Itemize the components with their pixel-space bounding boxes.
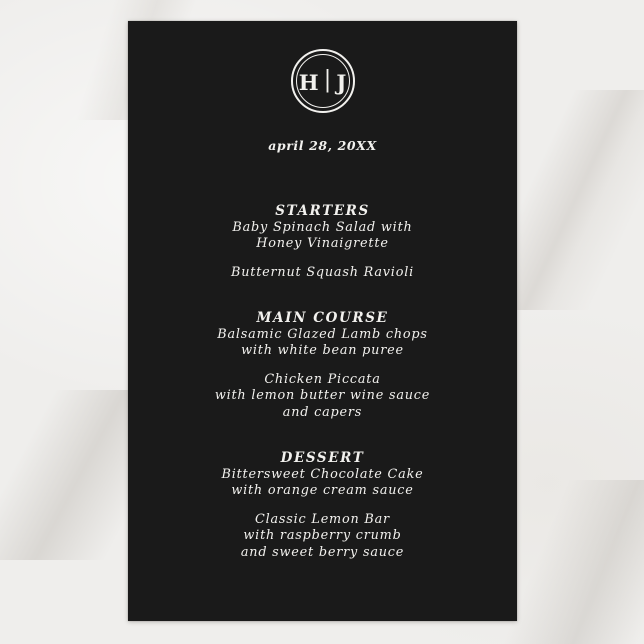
monogram-divider: |	[323, 66, 332, 93]
menu-sections	[128, 203, 517, 561]
monogram-badge	[291, 49, 355, 113]
dish-spinach-salad	[128, 220, 517, 253]
dish-line: with orange cream sauce	[231, 483, 414, 498]
dish-line: Bittersweet Chocolate Cake	[221, 466, 424, 482]
monogram-initial-right: J	[336, 69, 347, 95]
dish-line: Butternut Squash Ravioli	[231, 264, 414, 280]
dish-lemon-bar	[128, 512, 517, 562]
dish-line: with white bean puree	[241, 343, 404, 358]
section-title-dessert: DESSERT	[280, 450, 365, 466]
dish-line: Balsamic Glazed Lamb chops	[217, 326, 428, 342]
dish-line: Classic Lemon Bar	[255, 511, 390, 527]
dish-line: and capers	[282, 404, 363, 420]
section-title-starters: STARTERS	[275, 203, 370, 219]
menu-section-dessert	[128, 450, 517, 561]
menu-section-starters	[128, 203, 517, 281]
dish-chicken-piccata	[128, 372, 517, 422]
event-date: april 28, 20XX	[268, 138, 377, 153]
dish-chocolate-cake	[128, 467, 517, 500]
dish-line: with lemon butter wine sauce	[214, 388, 431, 403]
dish-line: with raspberry crumb	[243, 528, 402, 543]
section-title-main-course: MAIN COURSE	[256, 310, 389, 326]
monogram-initial-left: H	[298, 69, 319, 95]
monogram-inner-ring	[296, 54, 350, 108]
dish-lamb-chops	[128, 327, 517, 360]
menu-card	[128, 21, 517, 621]
dish-line: Honey Vinaigrette	[256, 236, 389, 251]
dish-line: and sweet berry sauce	[240, 544, 405, 560]
dish-squash-ravioli	[128, 265, 517, 282]
menu-section-main-course	[128, 310, 517, 421]
dish-line: Chicken Piccata	[264, 371, 381, 387]
dish-line: Baby Spinach Salad with	[232, 219, 413, 235]
